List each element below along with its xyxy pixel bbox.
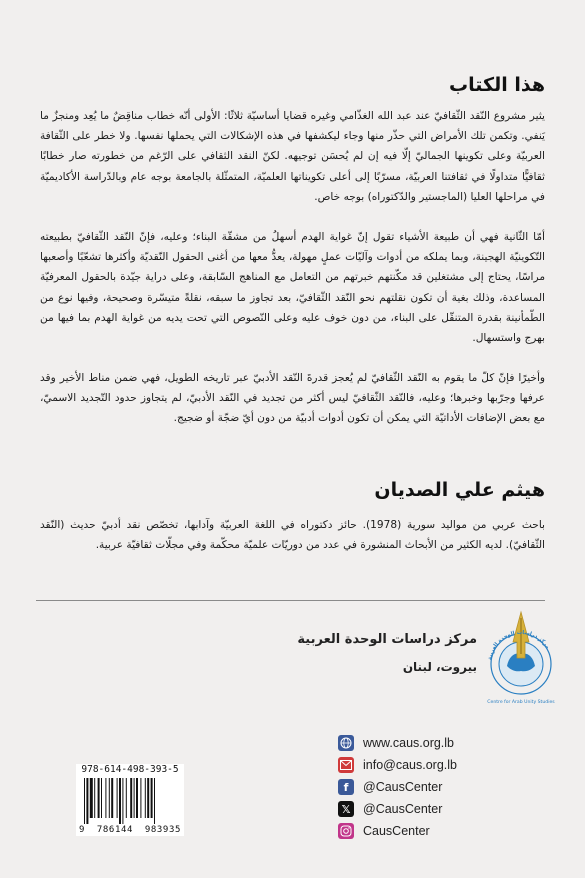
- facebook-icon: f: [338, 779, 354, 795]
- contact-instagram[interactable]: [338, 820, 558, 842]
- contact-website[interactable]: [338, 732, 558, 754]
- isbn-number: 978-614-498-393-5: [81, 764, 179, 775]
- isbn-barcode: [76, 764, 184, 836]
- author-name: هيثم علي الصديان: [374, 479, 545, 501]
- instagram-icon: [338, 823, 354, 839]
- logo-ring-text: مركز دراسات الوحدة العربية: [487, 629, 551, 661]
- logo-ring-text-en: Centre for Arab Unity Studies: [487, 700, 555, 705]
- isbn-group-1: 786144: [96, 825, 134, 835]
- contact-website-text[interactable]: www.caus.org.lb: [363, 736, 455, 750]
- isbn-lead-digit: 9: [79, 825, 86, 835]
- divider: [36, 600, 545, 601]
- author-bio: باحث عربي من مواليد سورية (1978). حائز دكتوراه في اللغة العربيّة وآدابها، تخصّص نقد أدبيّ حديث (النّقد الثّقافيّ). لديه الكثير من الأبحاث المنشورة في عدد من دوريّات علميّة محكّمة وفي مجلّات ثقافيّة عربية.: [40, 519, 546, 552]
- contact-x-text[interactable]: @CausCenter: [363, 802, 443, 816]
- publisher-logo: [485, 608, 557, 708]
- publisher-name: مركز دراسات الوحدة العربية: [297, 632, 477, 647]
- contact-facebook-text[interactable]: @CausCenter: [363, 780, 443, 794]
- book-section-heading: هذا الكتاب: [449, 74, 545, 96]
- description-paragraph-3: وأخيرًا فإنّ كلّ ما يقوم به النّقد الثّقافيّ لم يُعجز قدرةَ النّقد الأدبيّ عبر تاريخه الطويل، فهي ضمن مناط الأخير وقد عرفها وجرّبها وخبرها؛ وعليه، فالنّقد الثّقافيّ ليس أكثر من تجديد في النّقد الأدبيّ، لم يتجاوز حدود التّجديد الاسميّ، مع بعض الإضافات الأداتيّة التي يمكن أن تكون أدوات أدبيّة من دون أيّ ضجّة أو ضجيج.: [40, 372, 545, 425]
- globe-icon: [338, 735, 354, 751]
- contact-x[interactable]: [338, 798, 558, 820]
- barcode-bars: [82, 778, 178, 824]
- publisher-block: [297, 608, 557, 718]
- contact-email-text[interactable]: info@caus.org.lb: [363, 758, 457, 772]
- x-icon: 𝕏: [338, 801, 354, 817]
- description-paragraph-1: يثير مشروع النّقد الثّقافيّ عند عبد الله الغذّامي وغيره قضايا أساسيّة ثلاثًا: الأولى أنّه خطاب مناقِضٌ ما يُعِد ومنجزٌ ما يَنفي. وتكمن تلك الأمراض التي حذّر منها وجاء ليكشفها في هذه الإشكالات التي يحملها نفسها. ولا خطر على الثّقافة العربيّة وعلى تكوينها الجماليّ إلّا فيه إن لم يُحسَن توجيهه. لكنّ النقد الثقافي على الرّغم من خطورته صار خطابًا ثقافيًّا متداولًا في ثقافتنا العربيّة، مسرّبًا إلى أعلى تكويناتها العلميّة، المتمثّلة بالجامعة بوجه عام وبالدّراسة الأكاديميّة في مراحلها العليا (الماجستير والدّكتوراه) بوجه خاص.: [40, 110, 545, 203]
- contact-email[interactable]: [338, 754, 558, 776]
- contact-instagram-text[interactable]: CausCenter: [363, 824, 430, 838]
- isbn-digits: [76, 825, 184, 835]
- mail-icon: [338, 757, 354, 773]
- contact-facebook[interactable]: [338, 776, 558, 798]
- publisher-city: بيروت، لبنان: [402, 660, 477, 674]
- contact-list: [338, 732, 558, 842]
- description-paragraph-2: أمّا الثّانية فهي أن طبيعة الأشياء تقول إنّ غواية الهدم أسهلُ من مشقّة البناء؛ وعليه، فإنّ النّقد الثّقافيّ بطبيعته التّكوينيّة الهجينة، وبما يملكه من أدوات وآليّات عملٍ مهولة، يعدُّ معها من أغنى الحقول النّقديّة وأكثرها تشعّبًا وأصعبها مراسًا، يحتاج إلى مشتغلين قد مكّنتهم خبرتهم من التعامل مع المناهج السّابقة، وعلى دراية جيّدة بالحقول المعرفيّة المساعدة، وذلك بغية أن تكون نقلتهم نحو النّقد الثّقافيّ، بعد تجاوز ما سبقه، نقلةً متيسّرة وصحيحة، وفيها نوع من الطّمأنينة بقدرة المتنقّل على البناء، من دون خوف عليه وعلى النّصوص التي تحت يديه من غواية الهدم بما فيها من بهرج واستسهال.: [40, 231, 545, 345]
- isbn-group-2: 983935: [144, 825, 181, 835]
